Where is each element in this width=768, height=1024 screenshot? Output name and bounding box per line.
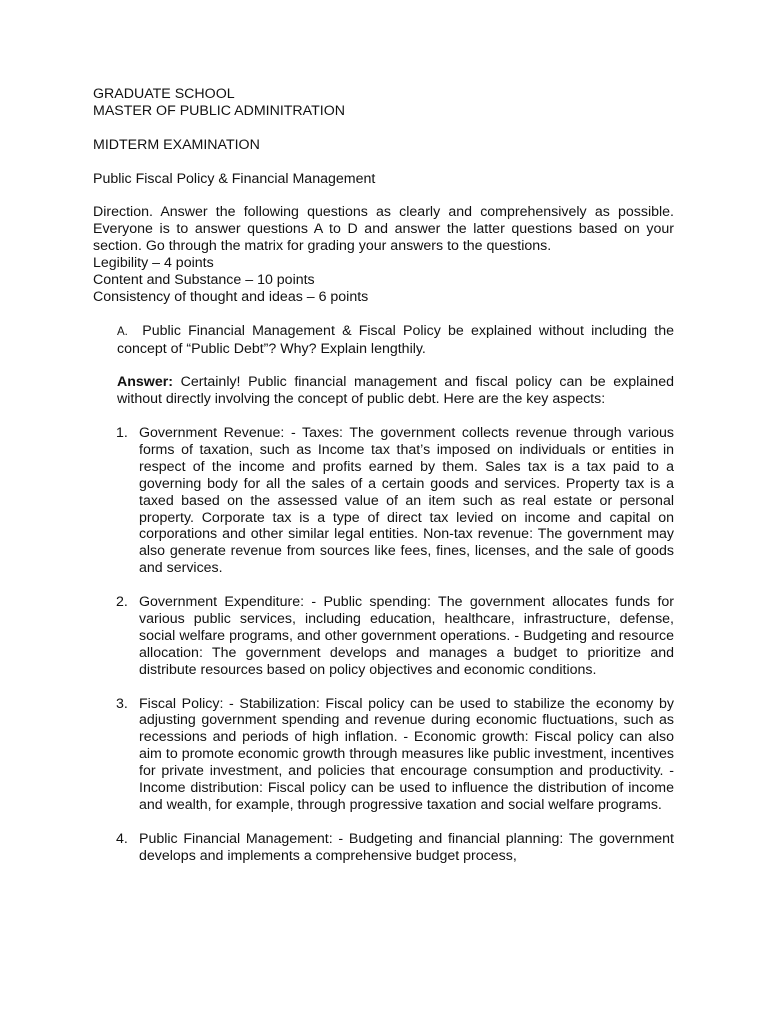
- answer-label: Answer:: [117, 374, 173, 391]
- answer-intro: [117, 374, 674, 408]
- question-body: Public Financial Management & Fiscal Policy be explained without including the concept of “Public Debt”? Why? Explain lengthily.: [117, 322, 674, 357]
- program-name: MASTER OF PUBLIC ADMINITRATION: [93, 102, 345, 119]
- list-item-number: 3.: [116, 695, 128, 712]
- criterion-content: Content and Substance – 10 points: [93, 271, 315, 288]
- list-item-number: 2.: [116, 594, 128, 611]
- list-item: [116, 425, 674, 577]
- answer-list: [116, 425, 674, 865]
- directions-paragraph: Direction. Answer the following questions as clearly and comprehensively as possible. Everyone is to answer questions A to D and answer the latter questions based on your section. Go through the matrix for grading your answers to the questions.: [93, 204, 674, 255]
- list-item: [116, 594, 674, 679]
- list-item-text: Government Revenue: - Taxes: The government collects revenue through various forms of taxation, such as Income tax that’s imposed on individuals or entities in respect of the income and profits earned by them. Sales tax is a tax paid to a governing body for all the sales of a certain goods and services. Property tax is a taxed based on the assessed value of an item such as real estate or personal property. Corporate tax is a type of direct tax levied on income and capital on corporations and other similar legal entities. Non-tax revenue: The government may also generate revenue from sources like fees, fines, licenses, and the sale of goods and services.: [139, 425, 674, 577]
- school-name: GRADUATE SCHOOL: [93, 86, 235, 102]
- document-body: [93, 86, 674, 881]
- question-text: [117, 323, 674, 358]
- criterion-legibility: Legibility – 4 points: [93, 255, 214, 272]
- subject-title: Public Fiscal Policy & Financial Management: [93, 170, 376, 187]
- answer-intro-text: Certainly! Public financial management and fiscal policy can be explained without directly involving the concept of public debt. Here are the key aspects:: [117, 374, 674, 408]
- question-a: [117, 323, 674, 409]
- list-item-number: 1.: [116, 425, 128, 442]
- list-item: [116, 696, 674, 814]
- list-item: [116, 831, 674, 865]
- exam-title: MIDTERM EXAMINATION: [93, 136, 260, 153]
- list-item-text: Government Expenditure: - Public spending: The government allocates funds for various public services, including education, healthcare, infrastructure, defense, social welfare programs, and other government operations. - Budgeting and resource allocation: The government develops and manages a budget to prioritize and distribute resources based on policy objectives and economic conditions.: [139, 594, 674, 678]
- list-item-text: Fiscal Policy: - Stabilization: Fiscal policy can be used to stabilize the economy by adjusting government spending and revenue during economic fluctuations, such as recessions and periods of high inflation. - Economic growth: Fiscal policy can also aim to promote economic growth through measures like public investment, incentives for private investment, and policies that encourage consumption and productivity. - Income distribution: Fiscal policy can be used to influence the distribution of income and wealth, for example, through progressive taxation and social welfare programs.: [139, 695, 674, 813]
- criterion-consistency: Consistency of thought and ideas – 6 points: [93, 288, 369, 305]
- question-prefix: A.: [117, 325, 128, 338]
- list-item-text: Public Financial Management: - Budgeting and financial planning: The government develops and implements a comprehensive budget process,: [139, 830, 674, 864]
- list-item-number: 4.: [116, 830, 128, 847]
